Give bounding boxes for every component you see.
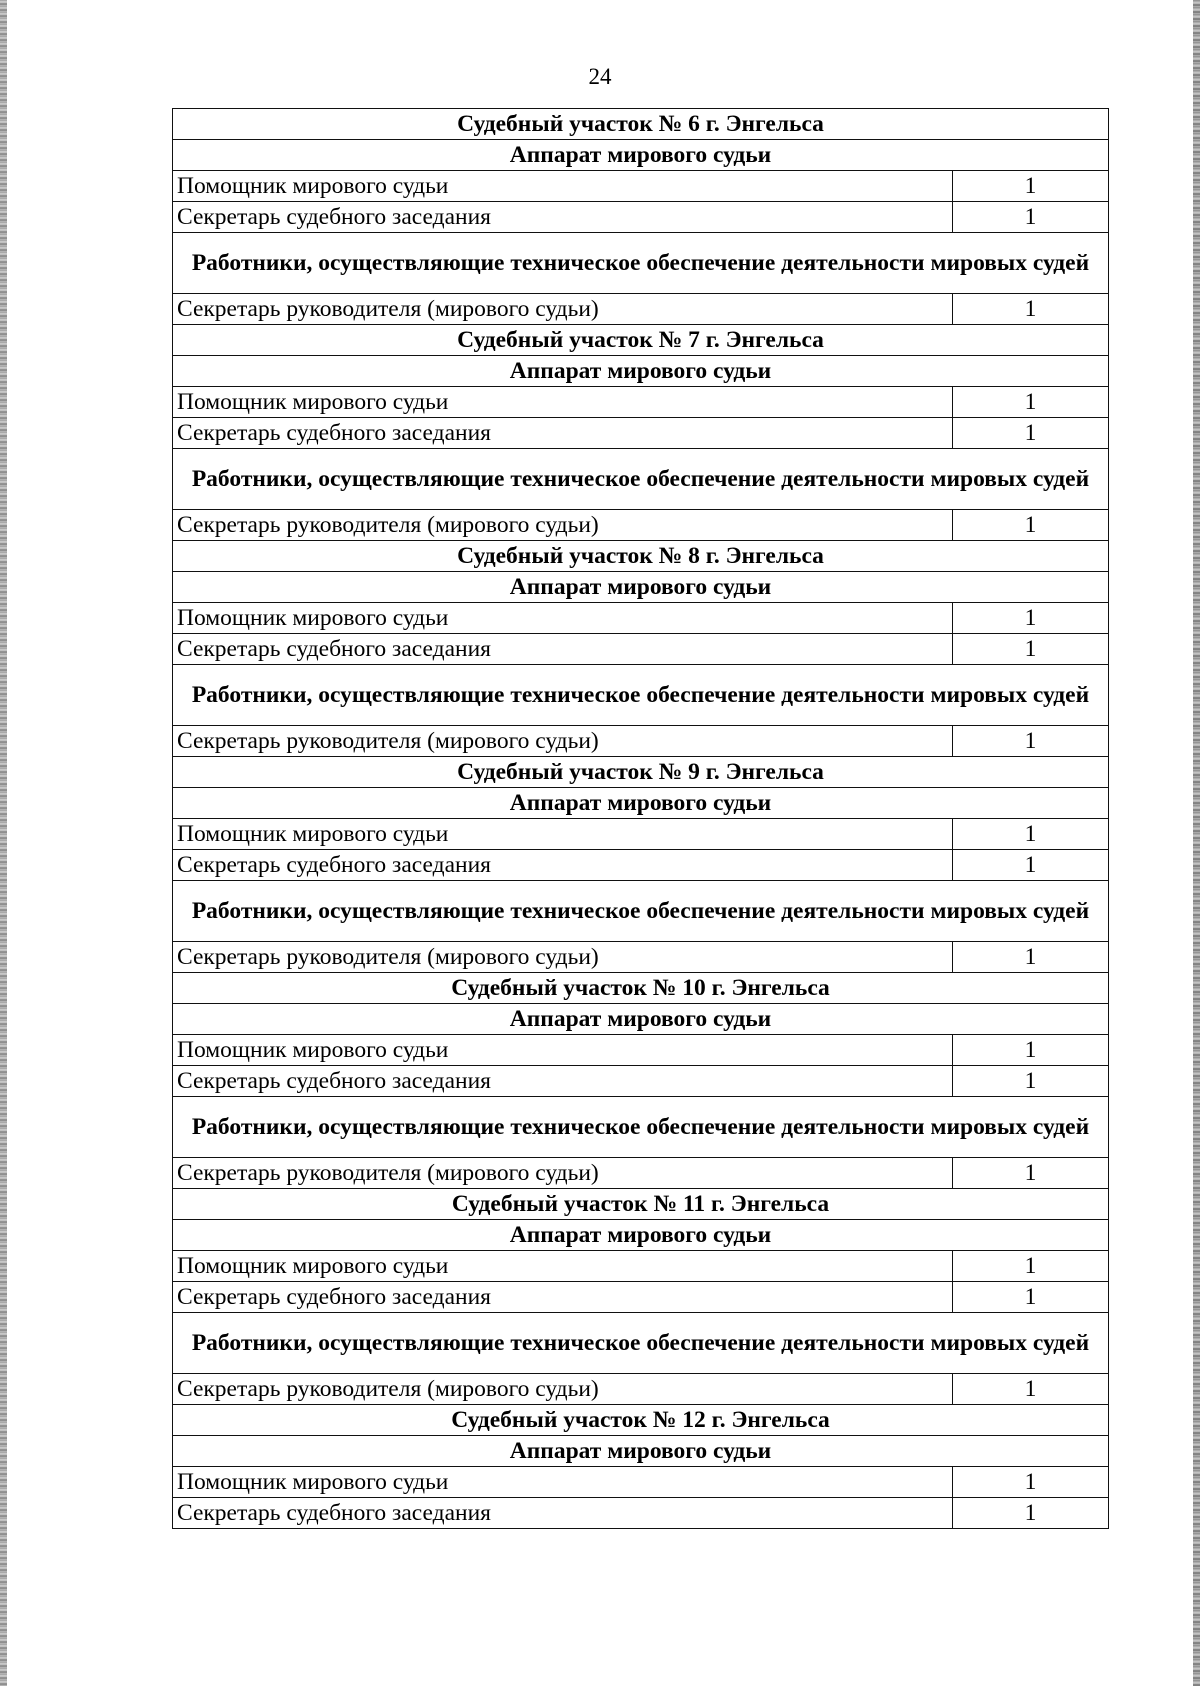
count-cell: 1	[953, 819, 1109, 850]
section-header-row	[173, 757, 1109, 788]
section-header-row	[173, 1004, 1109, 1035]
section-header-row	[173, 973, 1109, 1004]
page-number: 24	[588, 64, 612, 89]
section-header: Судебный участок № 11 г. Энгельса	[173, 1189, 1109, 1220]
table-row	[173, 603, 1109, 634]
scan-edge-right	[1193, 0, 1200, 1686]
section-header: Работники, осуществляющие техническое обеспечение деятельности мировых судей	[173, 1313, 1109, 1374]
count-cell: 1	[953, 1467, 1109, 1498]
count-cell: 1	[953, 1251, 1109, 1282]
count-cell: 1	[953, 1374, 1109, 1405]
section-header-row	[173, 572, 1109, 603]
scan-edge-left	[0, 0, 7, 1686]
table-row	[173, 202, 1109, 233]
section-header: Работники, осуществляющие техническое обеспечение деятельности мировых судей	[173, 233, 1109, 294]
table-row	[173, 171, 1109, 202]
position-cell: Секретарь судебного заседания	[173, 1282, 953, 1313]
position-cell: Помощник мирового судьи	[173, 1467, 953, 1498]
section-header: Работники, осуществляющие техническое обеспечение деятельности мировых судей	[173, 881, 1109, 942]
staffing-table-body	[173, 109, 1109, 1529]
section-header: Аппарат мирового судьи	[173, 140, 1109, 171]
section-header-row	[173, 541, 1109, 572]
count-cell: 1	[953, 202, 1109, 233]
position-cell: Секретарь руководителя (мирового судьи)	[173, 1374, 953, 1405]
position-cell: Секретарь руководителя (мирового судьи)	[173, 942, 953, 973]
count-cell: 1	[953, 1158, 1109, 1189]
position-cell: Секретарь судебного заседания	[173, 634, 953, 665]
table-row	[173, 634, 1109, 665]
table-row	[173, 1158, 1109, 1189]
position-cell: Секретарь судебного заседания	[173, 418, 953, 449]
section-header-row	[173, 1189, 1109, 1220]
position-cell: Секретарь руководителя (мирового судьи)	[173, 1158, 953, 1189]
section-header: Аппарат мирового судьи	[173, 572, 1109, 603]
position-cell: Секретарь руководителя (мирового судьи)	[173, 726, 953, 757]
staffing-table	[172, 108, 1109, 1529]
position-cell: Секретарь руководителя (мирового судьи)	[173, 510, 953, 541]
section-header-row	[173, 233, 1109, 294]
count-cell: 1	[953, 1282, 1109, 1313]
section-header: Работники, осуществляющие техническое обеспечение деятельности мировых судей	[173, 449, 1109, 510]
count-cell: 1	[953, 510, 1109, 541]
position-cell: Секретарь судебного заседания	[173, 850, 953, 881]
section-header-row	[173, 1313, 1109, 1374]
count-cell: 1	[953, 942, 1109, 973]
section-header: Аппарат мирового судьи	[173, 1004, 1109, 1035]
count-cell: 1	[953, 387, 1109, 418]
position-cell: Помощник мирового судьи	[173, 603, 953, 634]
section-header: Судебный участок № 10 г. Энгельса	[173, 973, 1109, 1004]
table-row	[173, 387, 1109, 418]
count-cell: 1	[953, 171, 1109, 202]
position-cell: Секретарь судебного заседания	[173, 1066, 953, 1097]
table-row	[173, 1066, 1109, 1097]
position-cell: Секретарь судебного заседания	[173, 202, 953, 233]
section-header: Судебный участок № 8 г. Энгельса	[173, 541, 1109, 572]
section-header: Аппарат мирового судьи	[173, 1220, 1109, 1251]
count-cell: 1	[953, 1035, 1109, 1066]
table-row	[173, 726, 1109, 757]
position-cell: Секретарь судебного заседания	[173, 1498, 953, 1529]
count-cell: 1	[953, 1498, 1109, 1529]
section-header-row	[173, 325, 1109, 356]
count-cell: 1	[953, 850, 1109, 881]
section-header: Работники, осуществляющие техническое обеспечение деятельности мировых судей	[173, 665, 1109, 726]
position-cell: Помощник мирового судьи	[173, 171, 953, 202]
section-header-row	[173, 449, 1109, 510]
section-header: Аппарат мирового судьи	[173, 788, 1109, 819]
position-cell: Помощник мирового судьи	[173, 1251, 953, 1282]
position-cell: Помощник мирового судьи	[173, 819, 953, 850]
section-header-row	[173, 881, 1109, 942]
section-header-row	[173, 356, 1109, 387]
count-cell: 1	[953, 726, 1109, 757]
section-header: Судебный участок № 6 г. Энгельса	[173, 109, 1109, 140]
section-header-row	[173, 109, 1109, 140]
table-row	[173, 294, 1109, 325]
section-header-row	[173, 1405, 1109, 1436]
position-cell: Секретарь руководителя (мирового судьи)	[173, 294, 953, 325]
table-row	[173, 1251, 1109, 1282]
count-cell: 1	[953, 294, 1109, 325]
section-header-row	[173, 665, 1109, 726]
table-row	[173, 510, 1109, 541]
section-header: Судебный участок № 7 г. Энгельса	[173, 325, 1109, 356]
section-header: Судебный участок № 9 г. Энгельса	[173, 757, 1109, 788]
section-header-row	[173, 788, 1109, 819]
section-header: Судебный участок № 12 г. Энгельса	[173, 1405, 1109, 1436]
table-row	[173, 1282, 1109, 1313]
table-row	[173, 1467, 1109, 1498]
section-header-row	[173, 1436, 1109, 1467]
table-row	[173, 850, 1109, 881]
table-row	[173, 418, 1109, 449]
table-row	[173, 942, 1109, 973]
section-header: Работники, осуществляющие техническое обеспечение деятельности мировых судей	[173, 1097, 1109, 1158]
section-header: Аппарат мирового судьи	[173, 356, 1109, 387]
table-row	[173, 1035, 1109, 1066]
position-cell: Помощник мирового судьи	[173, 1035, 953, 1066]
section-header: Аппарат мирового судьи	[173, 1436, 1109, 1467]
section-header-row	[173, 1097, 1109, 1158]
section-header-row	[173, 1220, 1109, 1251]
position-cell: Помощник мирового судьи	[173, 387, 953, 418]
count-cell: 1	[953, 1066, 1109, 1097]
table-row	[173, 1374, 1109, 1405]
count-cell: 1	[953, 418, 1109, 449]
table-row	[173, 819, 1109, 850]
count-cell: 1	[953, 603, 1109, 634]
section-header-row	[173, 140, 1109, 171]
count-cell: 1	[953, 634, 1109, 665]
table-row	[173, 1498, 1109, 1529]
